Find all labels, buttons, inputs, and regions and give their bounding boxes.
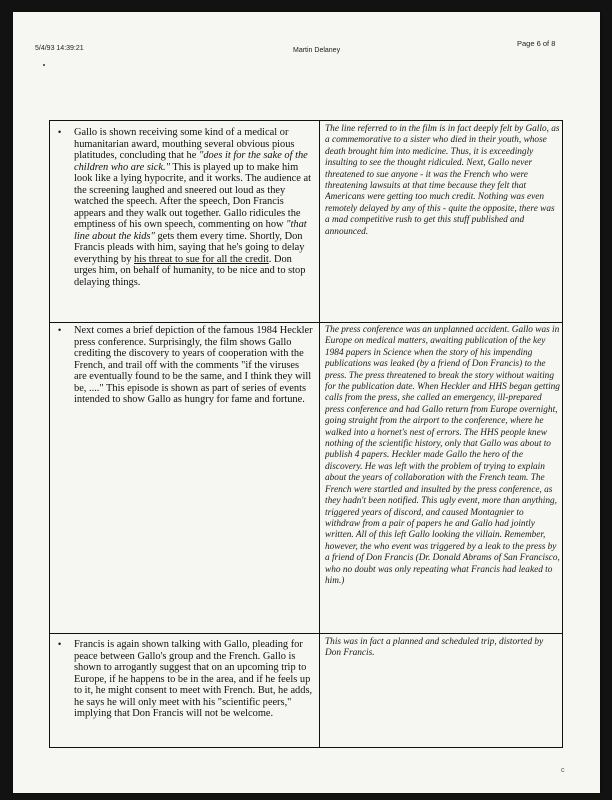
column-divider: [319, 121, 320, 747]
rebuttal-cell: The line referred to in the film is in fact deeply felt by Gallo, as a commemorative to a sister who died in their youth, whose death brought him into medicine. Thus, it is exceedingly insulting to see the thought ridiculed. Next, Gallo never threatened to sue anyone - it was the French who were threatening lawsuits at that time because they felt that Americans were getting too much credit. Nothing was even remotely delayed by any of this - quite the opposite, there was a mad competitive rush to get this stuff published and announced.: [325, 124, 560, 237]
rebuttal-cell: The press conference was an unplanned accident. Gallo was in Europe on medical matters, awaiting publication of the key 1984 papers in Science when the story of his impending publications was leaked (by a friend of Don Francis) to the press. The press threatened to break the story without waiting for the publication date. When Heckler and HHS began getting calls from the press, she called an emergency, ill-prepared press conference and had Gallo return from Europe overnight, going straight from the airport to the conference, where he walked into a hornet's nest of errors. The HHS people knew nothing of the scientific history, only that Gallo was about to publish 4 papers. Heckler made Gallo the hero of the discovery. He was left with the problem of trying to explain about the years of collaboration with the French team. The French were startled and insulted by the press conference, as they hadn't been notified. This ugly event, more than anything, triggered years of discord, and caused Montagnier to withdraw from a pair of papers he and Gallo had jointly written. All of this left Gallo looking the villain. Remember, however, the who event was triggered by a leak to the press by a friend of Don Francis (Dr. Donald Abrams of San Francisco, who no doubt was only repeating what Francis had leaked to him.): [325, 325, 560, 586]
comparison-table: [49, 120, 563, 748]
header-datetime: 5/4/93 14:39:21: [35, 45, 84, 52]
bullet-icon: •: [58, 639, 62, 649]
film-scene-text: Francis is again shown talking with Gallo, pleading for peace between Gallo's group and the French. Gallo is shown to arrogantly suggest that on an upcoming trip to Europe, if he happens to be in the area, and if he feels up to it, he might consent to meet with French. But, he adds, he says he will only meet with his "scientific peers," implying that Don Francis will not be welcome.: [74, 639, 313, 719]
bullet-icon: •: [58, 127, 62, 137]
film-scene-cell: [58, 325, 313, 625]
bullet-icon: •: [58, 325, 62, 335]
row-divider: [50, 633, 562, 634]
stray-mark: [43, 64, 45, 66]
corner-mark: c: [561, 767, 565, 774]
header-author: Martin Delaney: [293, 47, 341, 54]
film-scene-text: Gallo is shown receiving some kind of a medical or humanitarian award, mouthing several obvious pious platitudes, concluding that he "does it for the sake of the children who are sick." This is played up to make him look like a lying hypocrite, and it works. The audience at the screening laughed and sneered out loud as they watched the speech. After the speech, Don Francis appears and they walk out together. Gallo ridicules the emptiness of his own speech, commenting on how "that line about the kids" gets them every time. Shortly, Don Francis pleads with him, saying that he's going to delay everything by his threat to sue for all the credit. Don urges him, on behalf of humanity, to be nice and to stop delaying things.: [74, 127, 311, 288]
row-divider: [50, 322, 562, 323]
rebuttal-cell: This was in fact a planned and scheduled trip, distorted by Don Francis.: [325, 637, 544, 659]
header-page-number: Page 6 of 8: [517, 39, 556, 48]
film-scene-text: Next comes a brief depiction of the famous 1984 Heckler press conference. Surprisingly, the film shows Gallo crediting the discovery to years of cooperation with the French, and trail off with the comments "if the viruses are eventually found to be the same, and I think they will be, ...." This episode is shown as part of series of events intended to show Gallo as hungry for fame and fortune.: [74, 325, 313, 405]
film-scene-cell: [58, 127, 313, 321]
document-page: [13, 12, 600, 793]
film-scene-cell: [58, 639, 313, 745]
